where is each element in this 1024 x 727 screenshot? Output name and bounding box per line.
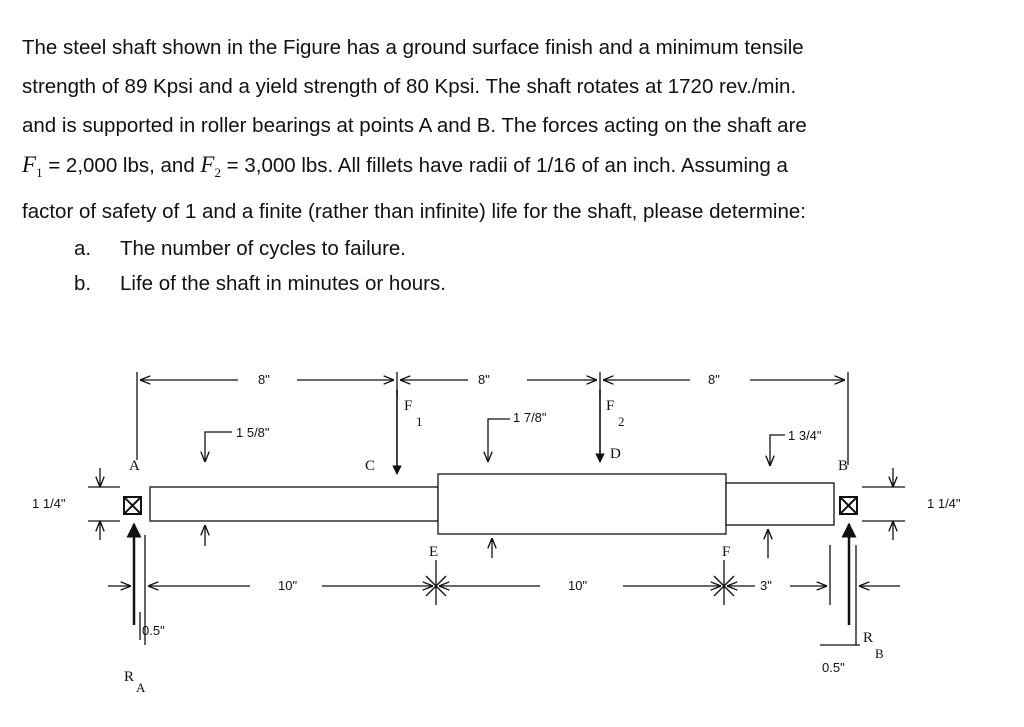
dim-bottom-1: 10" [278,578,298,593]
question-text: The number of cycles to failure. [120,237,406,260]
force-f2-sub: 2 [618,414,625,429]
f1-subscript: 1 [36,165,43,180]
problem-line-1: The steel shaft shown in the Figure has a ground surface finish and a minimum tensile [22,36,804,59]
label-d: D [610,446,621,462]
shaft-middle-section [438,474,726,534]
dia-middle: 1 7/8" [513,410,547,425]
f2-subscript: 2 [214,165,221,180]
dim-top-2: 8" [478,372,490,387]
shaft-left-section [150,487,438,521]
question-marker: a. [74,237,92,260]
dia-right-end: 1 1/4" [927,496,961,511]
reaction-a-letter: R [124,669,135,685]
dim-top-3: 8" [708,372,720,387]
question-text: Life of the shaft in minutes or hours. [120,272,446,295]
problem-line-2: strength of 89 Kpsi and a yield strength of 80 Kpsi. The shaft rotates at 1720 rev./min. [22,75,797,98]
dim-bottom-2: 10" [568,578,588,593]
f2-text: = 3,000 lbs. All fillets have radii of 1/16 of an inch. Assuming a [220,154,788,177]
reaction-b-letter: R [863,630,874,646]
f2-symbol: F [200,152,215,177]
dia-leader-right [770,435,785,466]
dim-top-1: 8" [258,372,270,387]
dia-left-shoulder: 1 5/8" [236,425,270,440]
force-f1-letter: F [404,398,413,414]
dia-leader-middle [488,419,510,462]
f1-symbol: F [22,152,37,177]
shaft-right-section [726,483,834,525]
problem-line-3: and is supported in roller bearings at points A and B. The forces acting on the shaft are [22,114,807,137]
label-b: B [838,458,849,474]
reaction-b-sub: B [875,646,884,661]
dim-bottom-3: 3" [760,578,772,593]
label-c: C [365,458,376,474]
force-f1-sub: 1 [416,414,423,429]
bearing-a [124,497,141,514]
label-e: E [429,544,439,560]
dia-left-end: 1 1/4" [32,496,66,511]
label-a: A [129,458,140,474]
force-f2-letter: F [606,398,615,414]
problem-line-5: factor of safety of 1 and a finite (rather than infinite) life for the shaft, please determine: [22,200,806,223]
f1-text: = 2,000 lbs, and [42,154,201,177]
dia-leader-left [205,432,232,462]
bearing-b [840,497,857,514]
label-f: F [722,544,731,560]
bearing-width-right: 0.5" [822,660,845,675]
question-marker: b. [74,272,92,295]
dia-right-shoulder: 1 3/4" [788,428,822,443]
bearing-width-left: 0.5" [142,623,165,638]
reaction-a-sub: A [136,680,146,695]
